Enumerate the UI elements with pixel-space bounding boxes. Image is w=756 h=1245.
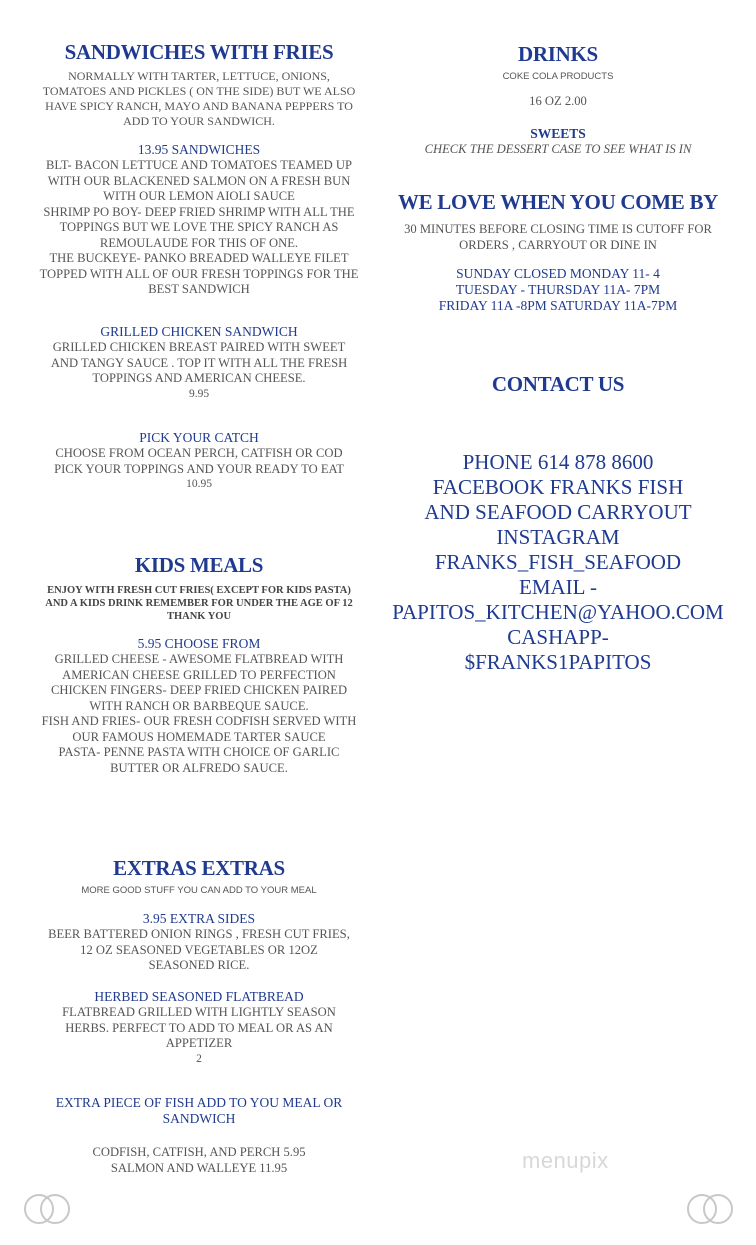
contact-instagram-handle: FRANKS_FISH_SEAFOOD xyxy=(434,550,682,574)
drinks-title: DRINKS xyxy=(518,42,598,66)
kids-group-heading: 5.95 CHOOSE FROM xyxy=(137,636,261,651)
flatbread-heading: HERBED SEASONED FLATBREAD xyxy=(94,989,304,1004)
kids-intro: ENJOY WITH FRESH CUT FRIES( EXCEPT FOR KIDS PASTA) AND A KIDS DRINK REMEMBER FOR UNDER THE AGE OF 12 THANK YOU xyxy=(45,585,353,622)
sandwiches-intro: NORMALLY WITH TARTER, LETTUCE, ONIONS, TOMATOES AND PICKLES ( ON THE SIDE) BUT WE ALSO HAVE SPICY RANCH, MAYO AND BANANA PEPPERS TO ADD TO YOUR SANDWICH. xyxy=(42,69,356,128)
grilled-chicken-heading: GRILLED CHICKEN SANDWICH xyxy=(100,324,298,339)
hours-line2: TUESDAY - THURSDAY 11A- 7PM xyxy=(455,282,661,297)
flatbread-price: 2 xyxy=(196,1052,202,1065)
contact-title: CONTACT US xyxy=(491,372,625,396)
drinks-subtitle: COKE COLA PRODUCTS xyxy=(502,71,614,82)
contact-facebook: FACEBOOK FRANKS FISH xyxy=(432,475,684,499)
contact-facebook-cont: AND SEAFOOD CARRYOUT xyxy=(424,500,692,524)
watermark: menupix xyxy=(522,1148,609,1173)
hours-line1: SUNDAY CLOSED MONDAY 11- 4 xyxy=(456,266,660,281)
pick-catch-heading: PICK YOUR CATCH xyxy=(139,430,259,445)
contact-phone: PHONE 614 878 8600 xyxy=(462,450,654,474)
pick-catch-section xyxy=(38,430,360,493)
kids-title: KIDS MEALS xyxy=(134,553,264,577)
contact-email-label: EMAIL - xyxy=(519,575,597,599)
rings-icon xyxy=(22,1190,72,1228)
flatbread-desc: FLATBREAD GRILLED WITH LIGHTLY SEASON HERBS. PERFECT TO ADD TO MEAL OR AS AN APPETIZER xyxy=(62,1005,336,1050)
rings-icon xyxy=(685,1190,735,1228)
drinks-section xyxy=(370,42,746,157)
hours-section xyxy=(370,190,746,314)
extra-sides-desc: BEER BATTERED ONION RINGS , FRESH CUT FRIES, 12 OZ SEASONED VEGETABLES OR 12OZ SEASONED RICE. xyxy=(48,927,350,972)
extra-fish-heading: EXTRA PIECE OF FISH ADD TO YOU MEAL OR SANDWICH xyxy=(55,1095,343,1126)
contact-lines xyxy=(370,450,746,675)
sweets-heading: SWEETS xyxy=(530,125,586,141)
drinks-size-price: 16 OZ 2.00 xyxy=(529,94,587,108)
buckeye-item: THE BUCKEYE- PANKO BREADED WALLEYE FILET TOPPED WITH ALL OF OUR FRESH TOPPINGS FOR THE BEST SANDWICH xyxy=(39,251,359,296)
flatbread-section xyxy=(38,989,360,1067)
extras-subtitle: MORE GOOD STUFF YOU CAN ADD TO YOUR MEAL xyxy=(81,885,317,896)
blt-item: BLT- BACON LETTUCE AND TOMATOES TEAMED UP WITH OUR BLACKENED SALMON ON A FRESH BUN WITH OUR LEMON AIOLI SAUCE xyxy=(45,158,352,203)
sweets-desc: CHECK THE DESSERT CASE TO SEE WHAT IS IN xyxy=(424,141,692,156)
contact-cashapp: $FRANKS1PAPITOS xyxy=(464,650,652,674)
contact-section xyxy=(370,372,746,675)
contact-cashapp-label: CASHAPP- xyxy=(507,625,609,649)
sandwiches-group-heading: 13.95 SANDWICHES xyxy=(137,142,261,157)
extras-title: EXTRAS EXTRAS xyxy=(113,856,285,880)
grilled-cheese-item: GRILLED CHEESE - AWESOME FLATBREAD WITH AMERICAN CHEESE GRILLED TO PERFECTION xyxy=(54,652,344,682)
po-boy-item: SHRIMP PO BOY- DEEP FRIED SHRIMP WITH ALL THE TOPPINGS BUT WE LOVE THE SPICY RANCH AS REMOULAUDE FOR THIS OF ONE. xyxy=(43,204,355,250)
kids-section xyxy=(38,553,360,776)
grilled-chicken-desc: GRILLED CHICKEN BREAST PAIRED WITH SWEET AND TANGY SAUCE . TOP IT WITH ALL THE FRESH TOPPINGS AND AMERICAN CHEESE. xyxy=(50,340,348,385)
extra-fish-line1: CODFISH, CATFISH, AND PERCH 5.95 xyxy=(92,1145,306,1159)
chicken-fingers-item: CHICKEN FINGERS- DEEP FRIED CHICKEN PAIRED WITH RANCH OR BARBEQUE SAUCE. xyxy=(50,683,348,713)
extras-section xyxy=(38,856,360,974)
pick-catch-price: 10.95 xyxy=(186,478,212,490)
hours-line3: FRIDAY 11A -8PM SATURDAY 11A-7PM xyxy=(438,298,678,313)
extra-fish-section xyxy=(38,1095,360,1176)
sandwiches-title: SANDWICHES WITH FRIES xyxy=(64,40,334,64)
extra-sides-heading: 3.95 EXTRA SIDES xyxy=(142,911,256,926)
pasta-item: PASTA- PENNE PASTA WITH CHOICE OF GARLIC BUTTER OR ALFREDO SAUCE. xyxy=(58,745,340,775)
contact-email: PAPITOS_KITCHEN@YAHOO.COM xyxy=(392,600,724,624)
hours-cutoff: 30 MINUTES BEFORE CLOSING TIME IS CUTOFF FOR ORDERS , CARRYOUT OR DINE IN xyxy=(404,222,712,252)
pick-catch-desc2: PICK YOUR TOPPINGS AND YOUR READY TO EAT xyxy=(54,461,344,476)
contact-instagram-label: INSTAGRAM xyxy=(496,525,620,549)
hours-title: WE LOVE WHEN YOU COME BY xyxy=(397,190,719,214)
extra-fish-line2: SALMON AND WALLEYE 11.95 xyxy=(110,1160,288,1175)
grilled-chicken-price: 9.95 xyxy=(188,387,210,400)
pick-catch-desc1: CHOOSE FROM OCEAN PERCH, CATFISH OR COD xyxy=(55,446,343,460)
sandwiches-section xyxy=(38,40,360,298)
grilled-chicken-section xyxy=(38,324,360,402)
fish-fries-item: FISH AND FRIES- OUR FRESH CODFISH SERVED WITH OUR FAMOUS HOMEMADE TARTER SAUCE xyxy=(41,714,357,744)
